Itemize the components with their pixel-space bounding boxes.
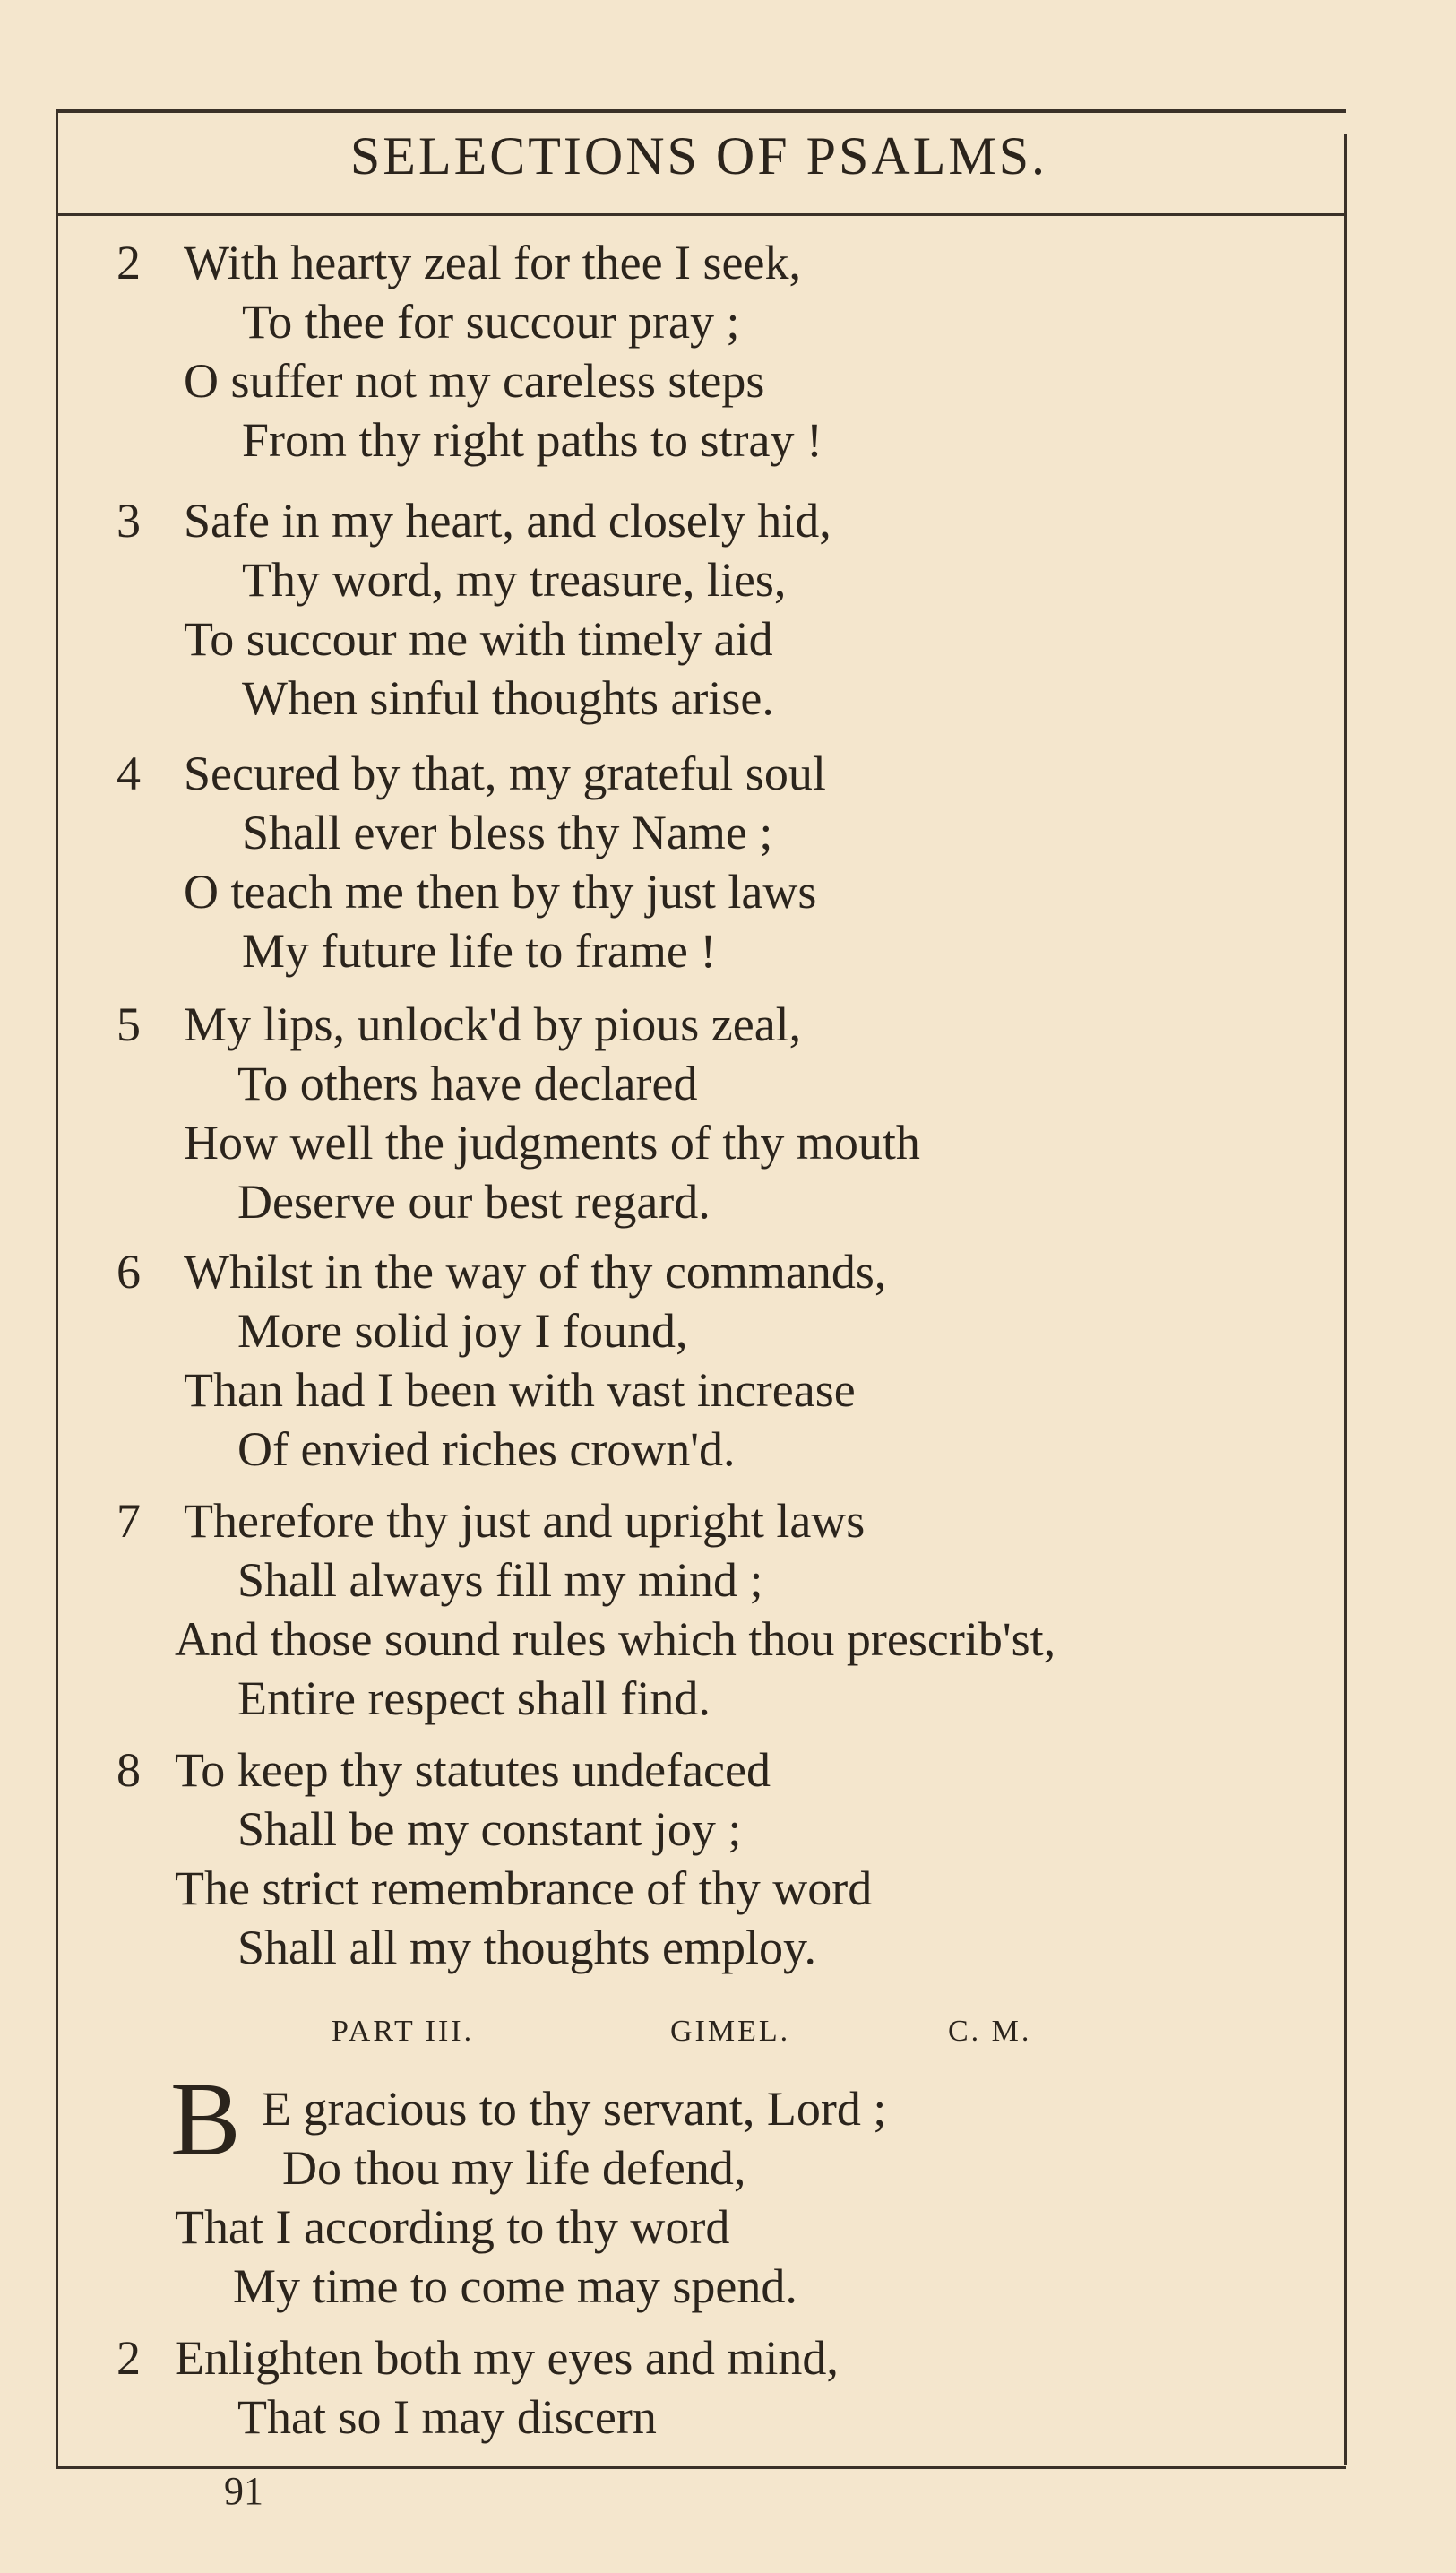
page-number: 91 — [224, 2469, 263, 2513]
verse-line: E gracious to thy servant, Lord ; — [262, 2082, 887, 2136]
verse-line: Than had I been with vast increase — [184, 1363, 856, 1417]
verse-line: How well the judgments of thy mouth — [184, 1116, 920, 1170]
verse-line: O suffer not my careless steps — [184, 354, 765, 408]
verse-line: From thy right paths to stray ! — [242, 413, 823, 467]
verse-line: To thee for succour pray ; — [242, 295, 740, 349]
stanza-number: 4 — [116, 747, 141, 800]
verse-line: My future life to frame ! — [242, 924, 717, 978]
stanza-number: 5 — [116, 997, 141, 1051]
left-border — [56, 109, 58, 2468]
right-border — [1344, 134, 1347, 2465]
verse-line: Safe in my heart, and closely hid, — [184, 494, 831, 548]
stanza-number: 2 — [116, 2331, 141, 2385]
verse-line: Shall be my constant joy ; — [237, 1802, 742, 1856]
verse-line: To others have declared — [237, 1057, 698, 1110]
stanza-number: 7 — [116, 1494, 141, 1548]
stanza-number: 6 — [116, 1245, 141, 1299]
verse-line: More solid joy I found, — [237, 1304, 688, 1358]
verse-line: The strict remembrance of thy word — [175, 1861, 873, 1915]
verse-line: Do thou my life defend, — [282, 2141, 746, 2195]
verse-line: That so I may discern — [237, 2390, 657, 2444]
verse-line: Whilst in the way of thy commands, — [184, 1245, 887, 1299]
top-rule — [56, 109, 1346, 113]
verse-line: Shall always fill my mind ; — [237, 1553, 763, 1607]
part-label: PART III. — [332, 2015, 475, 2048]
verse-line: That I according to thy word — [175, 2200, 730, 2254]
part-title: GIMEL. — [670, 2015, 791, 2048]
verse-line: Therefore thy just and upright laws — [184, 1494, 866, 1548]
drop-cap: B — [170, 2060, 241, 2178]
verse-line: My time to come may spend. — [233, 2259, 797, 2313]
verse-line: Shall all my thoughts employ. — [237, 1921, 816, 1974]
verse-line: And those sound rules which thou prescrib'st, — [175, 1612, 1056, 1666]
stanza-number: 3 — [116, 494, 141, 548]
stanza-number: 2 — [116, 236, 141, 289]
header-rule — [56, 213, 1346, 216]
verse-line: Thy word, my treasure, lies, — [242, 553, 787, 607]
verse-line: Entire respect shall find. — [237, 1671, 711, 1725]
verse-line: To succour me with timely aid — [184, 612, 773, 666]
verse-line: Secured by that, my grateful soul — [184, 747, 826, 800]
verse-line: With hearty zeal for thee I seek, — [184, 236, 801, 289]
stanza-number: 8 — [116, 1743, 141, 1797]
page-title: SELECTIONS OF PSALMS. — [349, 126, 1048, 186]
verse-line: Of envied riches crown'd. — [237, 1422, 736, 1476]
verse-line: O teach me then by thy just laws — [184, 865, 817, 919]
part-meter: C. M. — [948, 2015, 1032, 2048]
verse-line: My lips, unlock'd by pious zeal, — [184, 997, 802, 1051]
verse-line: When sinful thoughts arise. — [242, 671, 774, 725]
verse-line: Enlighten both my eyes and mind, — [175, 2331, 839, 2385]
verse-line: To keep thy statutes undefaced — [175, 1743, 771, 1797]
verse-line: Shall ever bless thy Name ; — [242, 806, 773, 859]
verse-line: Deserve our best regard. — [237, 1175, 711, 1229]
